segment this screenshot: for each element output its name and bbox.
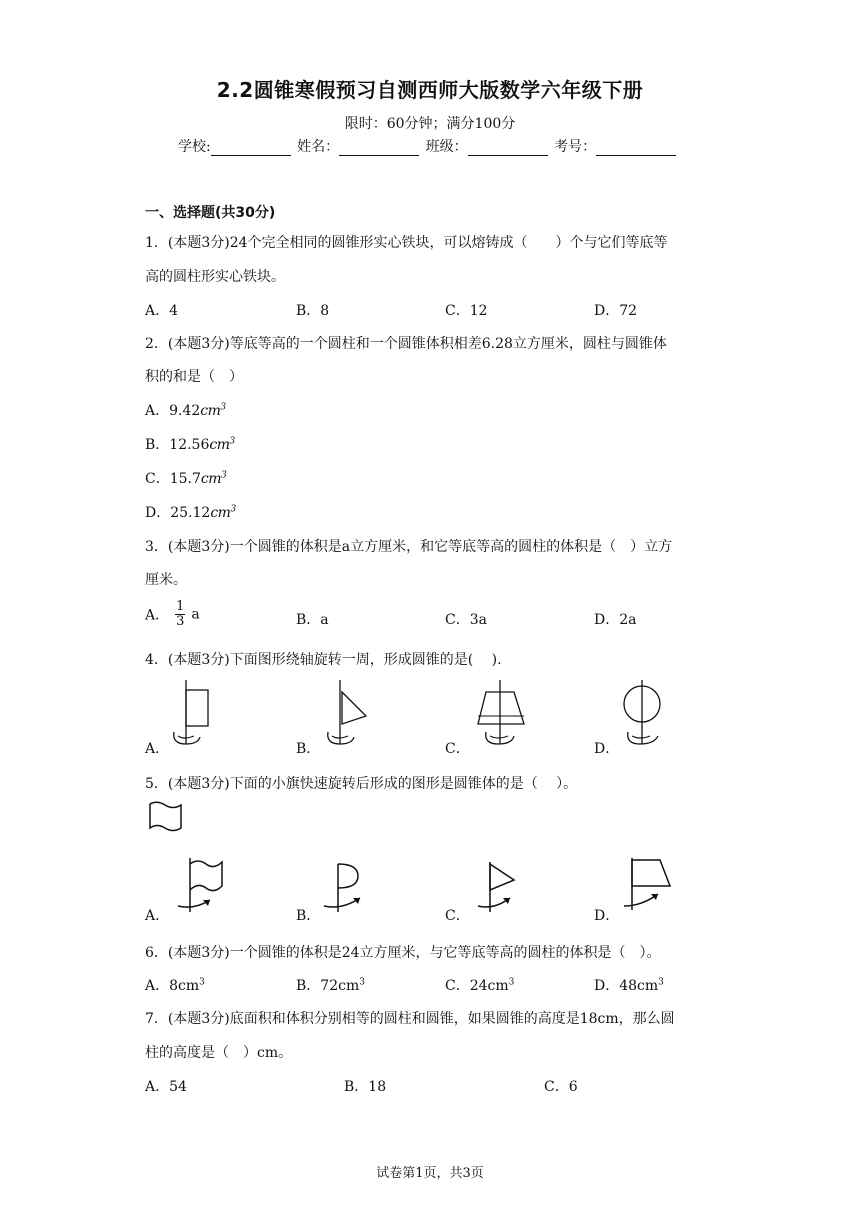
- semicircle-flag-rotation-figure: [318, 856, 378, 916]
- school-label: 学校:: [178, 139, 211, 155]
- q5-option-b[interactable]: B．: [296, 908, 321, 924]
- name-label: 姓名：: [297, 139, 340, 155]
- question-4-line1: 4．(本题3分)下面图形绕轴旋转一周，形成圆锥的是( ).: [145, 652, 502, 668]
- class-label: 班级：: [425, 139, 468, 155]
- name-blank[interactable]: [339, 141, 419, 156]
- question-3-line1: 3．(本题3分)一个圆锥的体积是a立方厘米，和它等底等高的圆柱的体积是（ ）立方: [145, 539, 673, 555]
- q6-option-a[interactable]: A．$8cm^3$: [145, 977, 205, 994]
- question-1-line1: 1．(本题3分)24个完全相同的圆锥形实心铁块，可以熔铸成（ ）个与它们等底等: [145, 235, 668, 251]
- q2-option-c[interactable]: C．$15.7cm^3$: [145, 470, 227, 487]
- q5-option-c[interactable]: C．: [445, 908, 470, 924]
- triangle-rotation-figure: [322, 680, 372, 750]
- wavy-flag-rotation-figure: [170, 856, 230, 916]
- exam-time-limit: 限时：60分钟；满分100分: [344, 116, 516, 132]
- q4-option-c[interactable]: C．: [445, 741, 470, 757]
- trapezoid-rotation-figure: [474, 680, 534, 750]
- school-blank[interactable]: [211, 141, 291, 156]
- exam-no-blank[interactable]: [596, 141, 676, 156]
- triangle-flag-rotation-figure: [468, 856, 528, 916]
- q4-option-d[interactable]: D．: [594, 741, 620, 757]
- question-2-line1: 2．(本题3分)等底等高的一个圆柱和一个圆锥体积相差6.28立方厘米，圆柱与圆锥体: [145, 336, 667, 352]
- q7-option-a[interactable]: A．54: [145, 1079, 187, 1095]
- q4-option-b[interactable]: B．: [296, 741, 321, 757]
- q2-option-a[interactable]: A．$9.42cm^3$: [145, 402, 226, 419]
- q3-option-d[interactable]: D．2a: [594, 612, 637, 628]
- q7-option-c[interactable]: C．6: [544, 1079, 578, 1095]
- circle-rotation-figure: [620, 680, 680, 750]
- q3-option-a[interactable]: A． $\frac{1}{3}$ a: [145, 599, 200, 629]
- page-footer: 试卷第1页，共3页: [376, 1166, 484, 1181]
- q1-option-a[interactable]: A．4: [145, 303, 179, 319]
- question-3-line2: 厘米。: [145, 572, 187, 588]
- question-7-line1: 7．(本题3分)底面积和体积分别相等的圆柱和圆锥，如果圆锥的高度是18cm，那么圆: [145, 1011, 675, 1027]
- question-5-line1: 5．(本题3分)下面的小旗快速旋转后形成的图形是圆锥体的是（ ）。: [145, 776, 578, 792]
- student-info-line: [178, 136, 678, 156]
- q6-option-c[interactable]: C．$24cm^3$: [445, 977, 515, 994]
- flag-icon: [147, 800, 187, 836]
- q1-option-c[interactable]: C．12: [445, 303, 488, 319]
- q6-option-d[interactable]: D．$48cm^3$: [594, 977, 664, 994]
- q1-option-d[interactable]: D．72: [594, 303, 638, 319]
- q2-option-b[interactable]: B．$12.56cm^3$: [145, 436, 235, 453]
- q2-option-d[interactable]: D．$25.12cm^3$: [145, 504, 236, 521]
- trapezoid-flag-rotation-figure: [614, 852, 684, 914]
- q7-option-b[interactable]: B．18: [344, 1079, 387, 1095]
- q6-option-b[interactable]: B．$72cm^3$: [296, 977, 365, 994]
- question-7-line2: 柱的高度是（ ）cm。: [145, 1045, 293, 1061]
- q3-option-c[interactable]: C．3a: [445, 612, 487, 628]
- exam-no-label: 考号：: [554, 139, 597, 155]
- q1-option-b[interactable]: B．8: [296, 303, 330, 319]
- fraction-one-third: $\frac{1}{3}$: [176, 599, 185, 629]
- page-title: 2.2圆锥寒假预习自测西师大版数学六年级下册: [216, 78, 644, 102]
- question-1-line2: 高的圆柱形实心铁块。: [145, 269, 285, 285]
- question-6-line1: 6．(本题3分)一个圆锥的体积是24立方厘米，与它等底等高的圆柱的体积是（ ）。: [145, 945, 661, 961]
- q4-option-a[interactable]: A．: [145, 741, 170, 757]
- q5-option-a[interactable]: A．: [145, 908, 170, 924]
- rectangle-rotation-figure: [168, 680, 218, 750]
- q5-option-d[interactable]: D．: [594, 908, 620, 924]
- section-heading: 一、选择题(共30分): [145, 205, 276, 221]
- q3-option-b[interactable]: B．a: [296, 612, 329, 628]
- question-2-line2: 积的和是（ ）: [145, 369, 243, 385]
- class-blank[interactable]: [468, 141, 548, 156]
